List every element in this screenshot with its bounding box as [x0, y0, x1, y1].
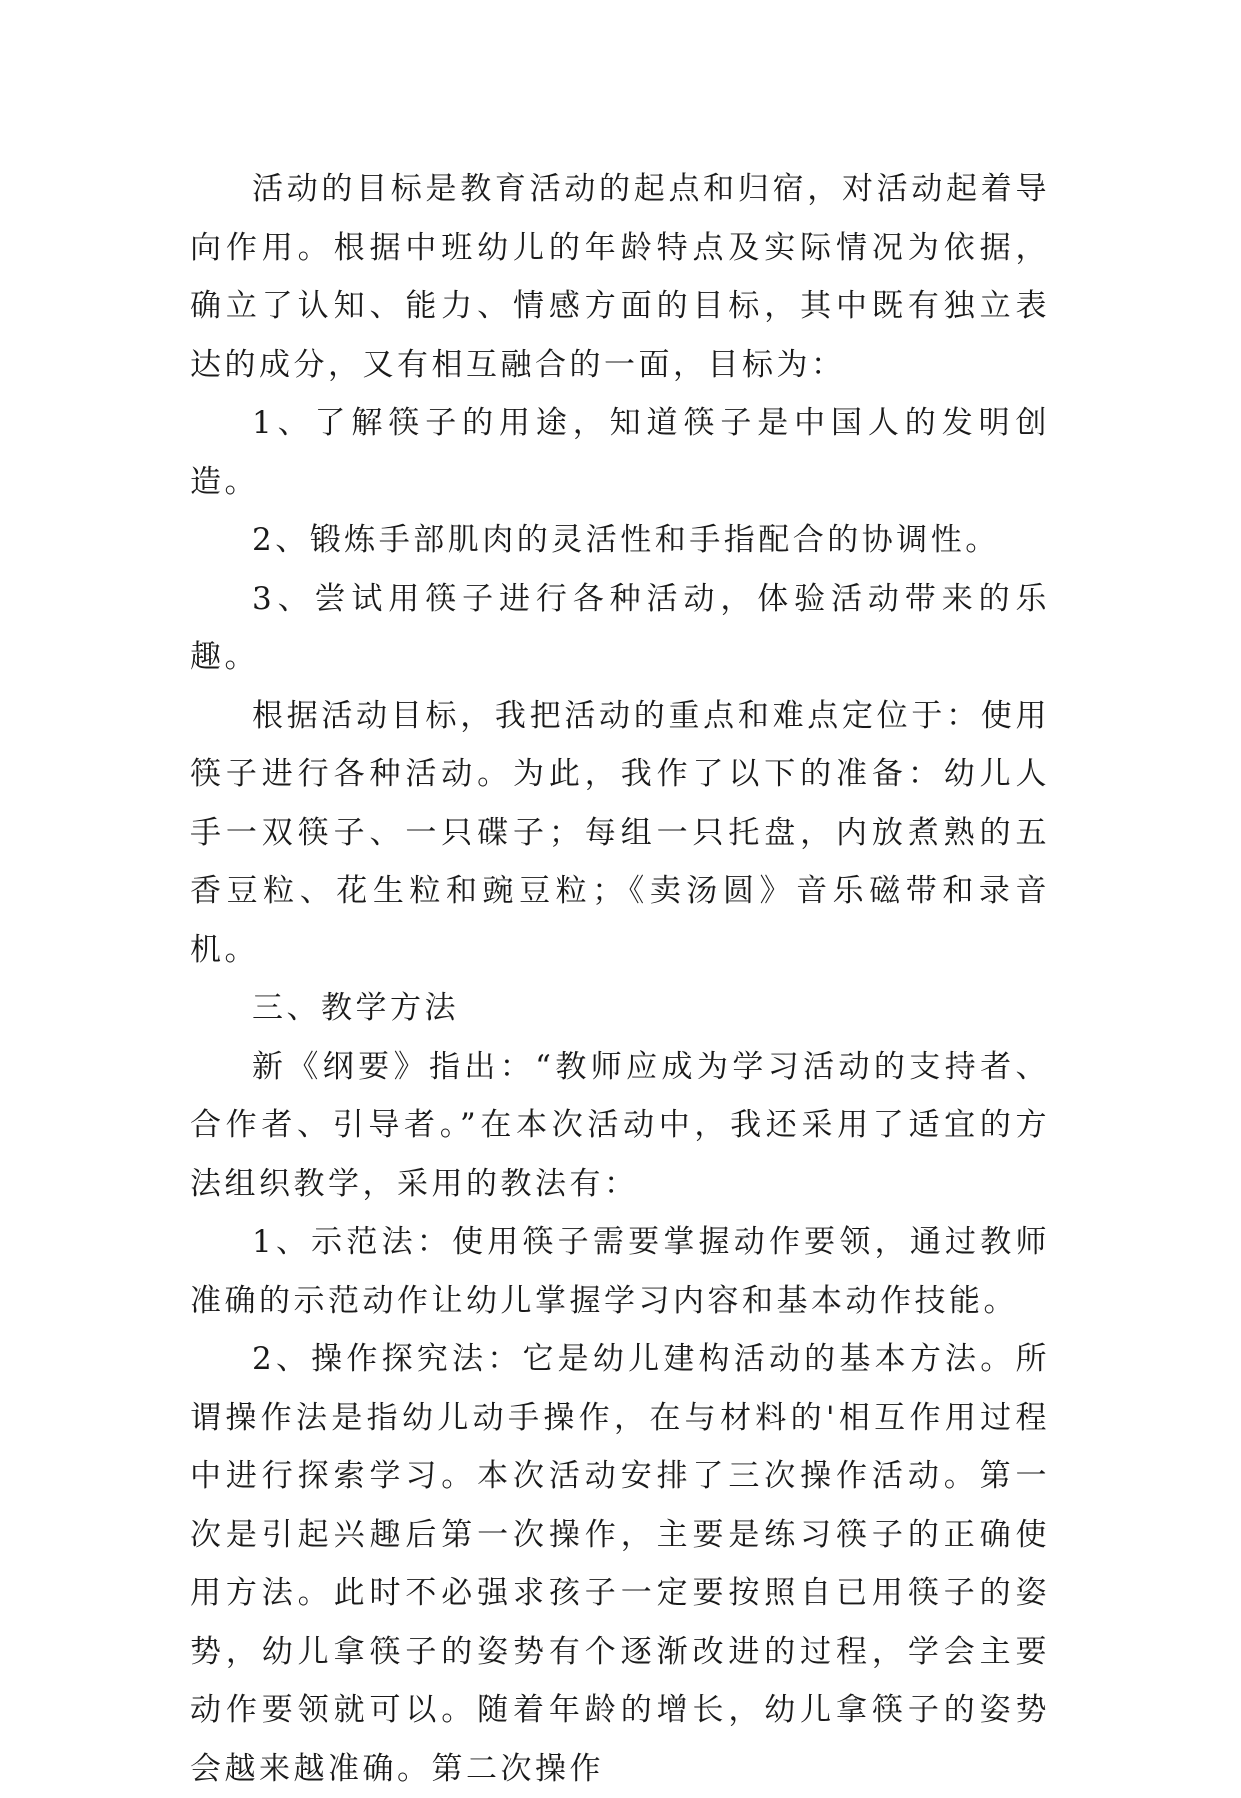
- paragraph-methods-intro: 新《纲要》指出：“教师应成为学习活动的支持者、合作者、引导者。”在本次活动中，我还采用了适宜的方法组织教学，采用的教法有：: [190, 1048, 1050, 1202]
- paragraph-objectives-intro: 活动的目标是教育活动的起点和归宿，对活动起着导向作用。根据中班幼儿的年龄特点及实际情况为依据，确立了认知、能力、情感方面的目标，其中既有独立表达的成分，又有相互融合的一面，目标为：: [190, 171, 1050, 383]
- section-heading-teaching-methods: 三、教学方法: [252, 990, 459, 1026]
- objective-item-3: 3、尝试用筷子进行各种活动，体验活动带来的乐趣。: [190, 580, 1050, 675]
- document-body: [190, 160, 1050, 1798]
- objective-item-2: 2、锻炼手部肌肉的灵活性和手指配合的协调性。: [252, 522, 1000, 558]
- objective-item-1: 1、了解筷子的用途，知道筷子是中国人的发明创造。: [190, 405, 1050, 500]
- paragraph-key-points: 根据活动目标，我把活动的重点和难点定位于：使用筷子进行各种活动。为此，我作了以下的准备：幼儿人手一双筷子、一只碟子；每组一只托盘，内放煮熟的五香豆粒、花生粒和豌豆粒；《卖汤圆》音乐磁带和录音机。: [190, 697, 1050, 968]
- method-item-1: 1、示范法：使用筷子需要掌握动作要领，通过教师准确的示范动作让幼儿掌握学习内容和基本动作技能。: [190, 1224, 1050, 1319]
- method-item-2: 2、操作探究法：它是幼儿建构活动的基本方法。所谓操作法是指幼儿动手操作，在与材料的'相互作用过程中进行探索学习。本次活动安排了三次操作活动。第一次是引起兴趣后第一次操作，主要是练习筷子的正确使用方法。此时不必强求孩子一定要按照自已用筷子的姿势，幼儿拿筷子的姿势有个逐渐改进的过程，学会主要动作要领就可以。随着年龄的增长，幼儿拿筷子的姿势会越来越准确。第二次操作: [190, 1341, 1050, 1787]
